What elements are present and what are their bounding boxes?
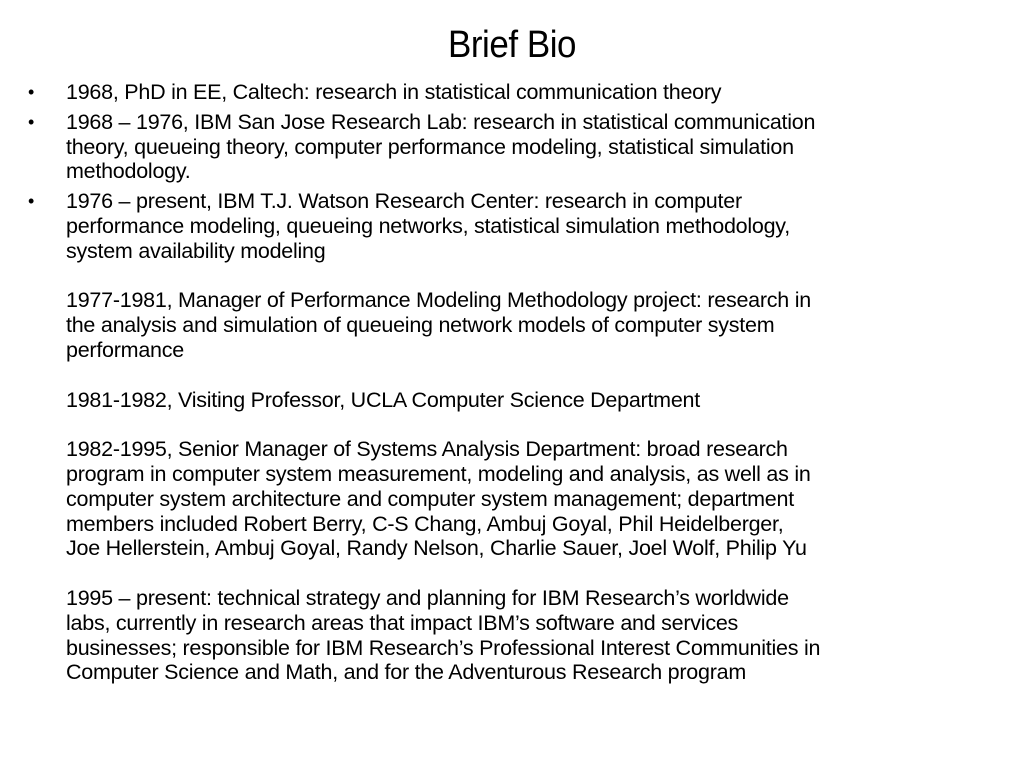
bullet-text-line: methodology.: [66, 159, 191, 184]
paragraph-visiting-professor: [66, 388, 1018, 413]
bullet-icon: •: [28, 111, 35, 132]
bullet-ibm-watson: [28, 189, 1018, 685]
paragraph-line: computer system architecture and computer system management; department: [66, 486, 794, 511]
paragraph-line: the analysis and simulation of queueing network models of computer system: [66, 313, 775, 338]
paragraph-manager-pmm: [66, 288, 1018, 362]
bullet-ibm-san-jose: [28, 110, 1018, 184]
bullet-text-line: 1968 – 1976, IBM San Jose Research Lab: research in statistical communication: [66, 109, 816, 134]
paragraph-technical-strategy: [66, 586, 1018, 685]
paragraph-line: Joe Hellerstein, Ambuj Goyal, Randy Nelson, Charlie Sauer, Joel Wolf, Philip Yu: [66, 536, 807, 561]
paragraph-line: businesses; responsible for IBM Research’s Professional Interest Communities in: [66, 635, 821, 660]
paragraph-line: 1995 – present: technical strategy and planning for IBM Research’s worldwide: [66, 585, 789, 610]
bullet-phd: [28, 80, 1018, 105]
paragraph-line: 1977-1981, Manager of Performance Modeling Methodology project: research in: [66, 288, 811, 313]
bullet-text-line: performance modeling, queueing networks, statistical simulation methodology,: [66, 213, 790, 238]
bullet-text-line: 1976 – present, IBM T.J. Watson Research Center: research in computer: [66, 189, 742, 214]
bullet-icon: •: [28, 82, 35, 102]
paragraph-senior-manager: [66, 437, 1018, 561]
bullet-icon: •: [28, 191, 35, 212]
paragraph-line: 1982-1995, Senior Manager of Systems Analysis Department: broad research: [66, 437, 788, 462]
bio-content: [28, 80, 1018, 690]
paragraph-line: Computer Science and Math, and for the Adventurous Research program: [66, 660, 746, 685]
paragraph-line: program in computer system measurement, modeling and analysis, as well as in: [66, 461, 811, 486]
paragraph-line: members included Robert Berry, C-S Chang, Ambuj Goyal, Phil Heidelberger,: [66, 511, 784, 536]
paragraph-line: labs, currently in research areas that impact IBM’s software and services: [66, 610, 739, 635]
bullet-text-line: system availability modeling: [66, 238, 326, 263]
paragraph-line: 1981-1982, Visiting Professor, UCLA Computer Science Department: [66, 387, 700, 412]
bullet-text-line: theory, queueing theory, computer performance modeling, statistical simulation: [66, 134, 794, 159]
paragraph-line: performance: [66, 337, 184, 362]
slide-title: Brief Bio: [448, 24, 576, 66]
bullet-text-line: 1968, PhD in EE, Caltech: research in statistical communication theory: [66, 80, 722, 104]
